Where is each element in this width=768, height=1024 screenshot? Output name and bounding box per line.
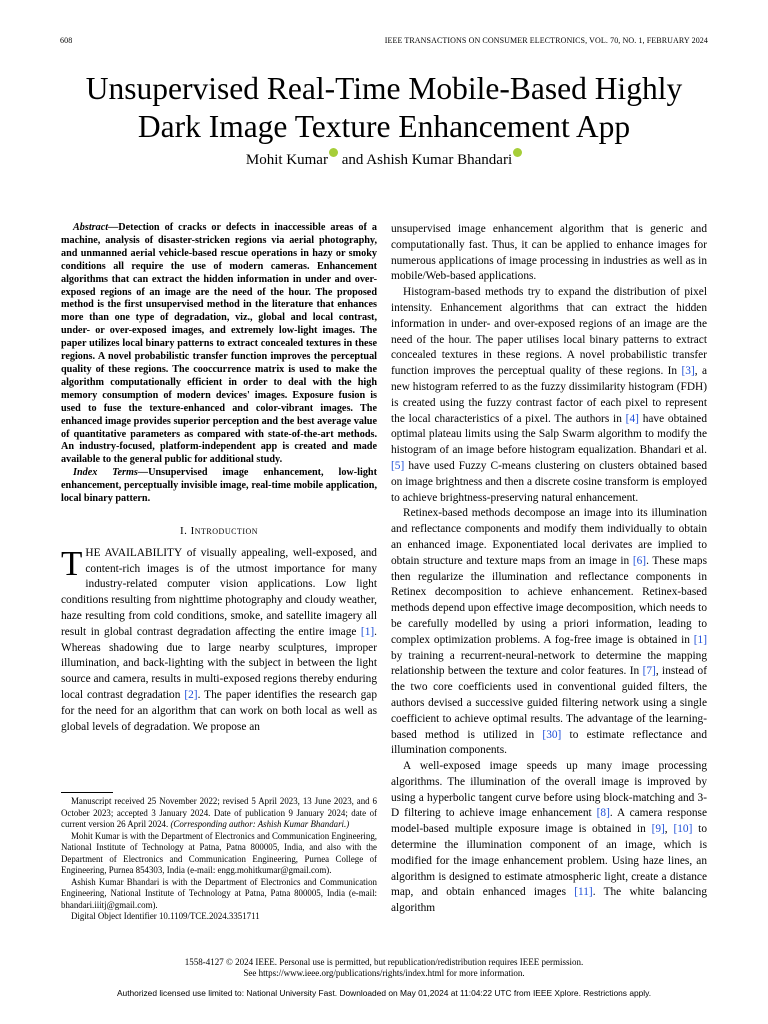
body-text: by training a recurrent-neural-network to determine the mapping relationship between the texture and color features. In bbox=[391, 649, 707, 678]
citation-link[interactable]: [30] bbox=[542, 728, 562, 741]
body-paragraph bbox=[391, 759, 707, 917]
copyright-line: 1558-4127 © 2024 IEEE. Personal use is permitted, but republication/redistribution requires IEEE permission. bbox=[184, 957, 584, 967]
body-text: . A camera response model-based multiple exposure image is obtained in bbox=[391, 807, 708, 836]
journal-header: IEEE TRANSACTIONS ON CONSUMER ELECTRONICS, VOL. 70, NO. 1, FEBRUARY 2024 bbox=[384, 36, 708, 45]
body-text: , bbox=[664, 823, 674, 836]
author-name: Ashish Kumar Bhandari bbox=[366, 152, 513, 168]
author-separator: and bbox=[337, 152, 367, 168]
citation-link[interactable]: [3] bbox=[681, 365, 695, 378]
doi: Digital Object Identifier 10.1109/TCE.2024.3351711 bbox=[71, 911, 260, 921]
body-text: . The white balancing algorithm bbox=[391, 886, 707, 915]
body-text: have obtained optimal plateau limits using the Salp Swarm algorithm to modify the histogram of an image before histogram equalization. Bhandari et al. bbox=[391, 412, 707, 457]
citation-link[interactable]: [10] bbox=[673, 823, 693, 836]
citation-link[interactable]: [1] bbox=[693, 633, 707, 646]
intro-smallcaps: HE AVAILABILITY bbox=[85, 546, 183, 559]
body-text: Histogram-based methods try to expand the distribution of pixel intensity. Enhancement algorithms that can extract the hidden information in under- and over-exposed regions of an image are the need of the hour. The paper utilises local binary patterns to extract concealed textures in these regions. A novel probabilistic transfer function improves the perceptual quality of these regions. In bbox=[391, 286, 707, 378]
left-column bbox=[61, 222, 377, 735]
copyright-notice bbox=[0, 957, 768, 979]
citation-link[interactable]: [1] bbox=[360, 625, 375, 638]
body-text: , a new histogram referred to as the fuzzy dissimilarity histogram (FDH) is created using the fuzzy contrast factor of each pixel to represent the local characteristics of a pixel. The authors in bbox=[391, 365, 707, 425]
body-paragraph bbox=[391, 285, 707, 506]
index-terms-text: Unsupervised image enhancement, low-light enhancement, perceptually invisible image, real-time mobile application, local binary pattern. bbox=[61, 467, 377, 505]
body-text: . Whereas shadowing due to large nearby sculptures, improper illumination, and back-lighting with the subject in between the light source and camera, results in multi-exposed regions thereby enduring local contrast degradation bbox=[61, 625, 377, 701]
citation-link[interactable]: [5] bbox=[391, 459, 405, 472]
citation-link[interactable]: [7] bbox=[642, 665, 656, 678]
body-text: . The paper identifies the research gap for the need for an algorithm that can work on both local as well as global levels of degradation. We propose an bbox=[61, 688, 377, 733]
section-heading: I. Introduction bbox=[179, 524, 259, 537]
citation-link[interactable]: [8] bbox=[596, 807, 610, 820]
author-name: Mohit Kumar bbox=[245, 152, 328, 168]
citation-link[interactable]: [4] bbox=[625, 412, 639, 425]
citation-link[interactable]: [2] bbox=[184, 688, 198, 701]
citation-link[interactable]: [11] bbox=[574, 886, 593, 899]
footnote-rule bbox=[61, 792, 113, 793]
body-text: Retinex-based methods decompose an image into its illumination and reflectance components and modify them individually to obtain an enhanced image. Exponentiated local derivates are implied to obtain structure and texture maps from an image in bbox=[391, 507, 707, 567]
page-number: 608 bbox=[60, 36, 73, 45]
intro-paragraph bbox=[61, 543, 377, 736]
drop-cap: T bbox=[61, 543, 83, 583]
body-paragraph bbox=[391, 506, 707, 759]
body-text: , instead of the two core coefficients used in conventional guided filters, the authors devised a successive guided filtering network using a single coefficient to achieve optimal results. The advantage of the learning-based method is utilized in bbox=[391, 665, 707, 741]
paper-title bbox=[60, 70, 708, 146]
right-column bbox=[391, 222, 707, 917]
title-line-2: Dark Image Texture Enhancement App bbox=[137, 109, 631, 144]
abstract-text: Detection of cracks or defects in inaccessible areas of a machine, analysis of disaster-stricken regions via aerial photography, and unmanned aerial vehicle-based rescue operations in hazy or smoky conditions all require the use of modern cameras. Enhancement algorithms that can extract the hidden information in under and over-exposed regions of an image are the need of the hour. The proposed method is the first unsupervised method in the literature that enhances more than one type of degradation, viz., global and local contrast, under- or over-exposed images, and extremely low-light images. The paper utilizes local binary patterns to extract concealed textures in these regions. A novel probabilistic transfer function improves the perceptual quality of these regions. The cooccurrence matrix is used to make the algorithm computationally efficient in order to deal with the high memory consumption of modern devices' images. Exposure fusion is used to fuse the texture-enhanced and color-vibrant images. The enhanced image provides superior perception and the best average value of quantitative parameters as compared with state-of-the-art methods. An industry-focused, platform-independent app is created and made available to the general public for additional study. bbox=[61, 222, 377, 466]
body-text: of visually appealing, well-exposed, and content-rich images is of the utmost importance for many industry-related computer vision applications. Low light conditions resulting from nighttime photography and cloudy weather, haze resulting from cold conditions, smoke, and satellite imagery all result in global contrast degradation affecting the entire image bbox=[61, 546, 377, 638]
citation-link[interactable]: [6] bbox=[632, 554, 647, 567]
footnote-text: Manuscript received 25 November 2022; revised 5 April 2023, 13 June 2023, and 6 October 2023; accepted 3 January 2024. Date of publication 9 January 2024; date of current version 26 April 2024. bbox=[61, 796, 377, 829]
orcid-icon[interactable] bbox=[513, 148, 522, 157]
abstract bbox=[61, 222, 377, 467]
orcid-icon[interactable] bbox=[329, 148, 338, 157]
footnote-text: (Corresponding author: Ashish Kumar Bhandari.) bbox=[170, 819, 350, 829]
body-paragraph: unsupervised image enhancement algorithm that is generic and computationally fast. Thus, it can be applied to enhance images for numerous applications of image processing in industries as well as in mobile/Web-based applications. bbox=[391, 223, 707, 283]
body-text: have used Fuzzy C-means clustering on clusters obtained based on image brightness and then a discrete cosine transform is employed to achieve brightness-preserving natural enhancement. bbox=[391, 459, 707, 504]
index-terms bbox=[61, 467, 377, 506]
footnote bbox=[61, 796, 377, 831]
body-text: to estimate reflectance and illumination components. bbox=[391, 728, 707, 757]
body-text: to determine the illumination component of an image, which is modified for the image enhancement problem. Using haze lines, an algorithm is designed to estimate atmospheric light, create a distance map, and obtain enhanced images bbox=[391, 823, 707, 899]
copyright-line: See https://www.ieee.org/publications/rights/index.html for more information. bbox=[243, 968, 525, 978]
footnote: Mohit Kumar is with the Department of Electronics and Communication Engineering, National Institute of Technology at Patna, Patna 800005, India, and also with the Department of Electronics and Communication Engineering, Purnea College of Engineering, Purnea 854303, India (e-mail: engg.mohitkumar@gmail.com). bbox=[61, 830, 377, 875]
index-terms-label: Index Terms— bbox=[73, 467, 149, 479]
title-line-1: Unsupervised Real-Time Mobile-Based Highly bbox=[85, 71, 683, 106]
footnotes bbox=[61, 796, 377, 923]
citation-link[interactable]: [9] bbox=[651, 823, 665, 836]
license-note: Authorized licensed use limited to: National University Fast. Downloaded on May 01,2024 at 11:04:22 UTC from IEEE Xplore. Restrictions apply. bbox=[116, 988, 652, 998]
abstract-label: Abstract— bbox=[73, 222, 119, 233]
author-list bbox=[60, 149, 708, 169]
footnote: Ashish Kumar Bhandari is with the Department of Electronics and Communication Engineering, National Institute of Technology at Patna, Patna 800005, India (e-mail: bhandari.iiitj@gmail.com). bbox=[61, 876, 377, 910]
body-text: A well-exposed image speeds up many image processing algorithms. The illumination of the overall image is improved by using a hyperbolic tangent curve before using block-matching and 3-D filtering to achieve image enhancement bbox=[391, 760, 707, 820]
body-text: . These maps then regularize the illumination and reflectance components in Retinex decomposition to achieve enhancement. Retinex-based methods depend upon effective image decomposition, which needs to be carefully modelled by using a priori information, leading to complex optimization problems. A fog-free image is obtained in bbox=[391, 554, 707, 646]
